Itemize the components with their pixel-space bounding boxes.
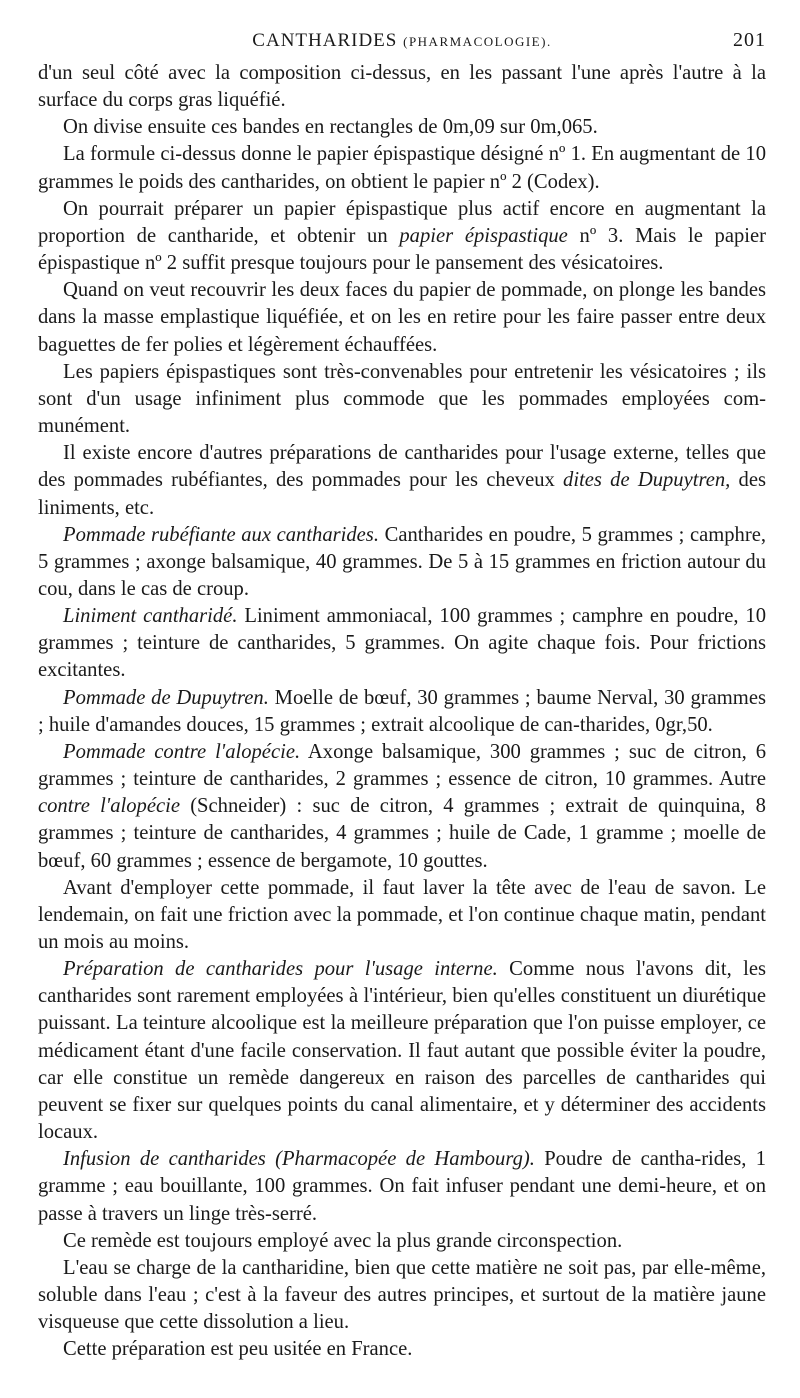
- running-title-subtitle: (PHARMACOLOGIE).: [403, 34, 552, 49]
- paragraph-dimensions: On divise ensuite ces bandes en rectangles de 0m,09 sur 0m,065.: [63, 116, 598, 139]
- paragraph-caution: Ce remède est toujours employé avec la plus grande circonspection.: [63, 1229, 623, 1252]
- paragraph-closing: Cette préparation est peu usitée en France.: [63, 1338, 413, 1361]
- recipe-title: Pommade rubéfiante aux cantharides.: [63, 523, 379, 546]
- recipe-title: Liniment cantharidé.: [63, 605, 238, 628]
- paragraph-continuation: d'un seul côté avec la composition ci-dessus, en les passant l'une après l'autre à la surface du corps gras liquéfié.: [38, 62, 766, 112]
- emphasis: contre l'alopécie: [38, 795, 180, 818]
- recipe-title: Pommade de Dupuytren.: [63, 686, 269, 709]
- emphasis: dites de Dupuytren,: [563, 469, 731, 492]
- recipe-pommade-dupuytren: Pommade de Dupuytren. Moelle de bœuf, 30 grammes ; baume Nerval, 30 grammes ; huile d'amandes douces, 15 grammes ; extrait alcoolique de can-tharides, 0gr,50.: [38, 686, 766, 736]
- section-internal-use: Préparation de cantharides pour l'usage interne. Comme nous l'avons dit, les cantharides sont rarement employées à l'intérieur, bien qu'elles constituent un diurétique puissant. La teinture alcoolique est la meilleure préparation que l'on puisse employer, ce médicament étant d'une facile conservation. Il faut autant que possible éviter la poudre, car elle constitue un remède dangereux en raison des parcelles de cantharides qui peuvent se fixer sur quelques points du canal alimentaire, et y déterminer des accidents locaux.: [38, 958, 767, 1144]
- recipe-liniment: Liniment cantharidé. Liniment ammoniacal, 100 grammes ; camphre en poudre, 10 grammes ; teinture de cantharides, 5 grammes. On agite chaque fois. Pour frictions excitantes.: [38, 605, 766, 682]
- section-title: Préparation de cantharides pour l'usage interne.: [63, 958, 498, 981]
- paragraph-cantharidine: L'eau se charge de la cantharidine, bien que cette matière ne soit pas, par elle-même, soluble dans l'eau ; c'est à la faveur des autres principes, et surtout de la matière jaune visqueuse que cette dissolution a lieu.: [38, 1256, 766, 1334]
- paragraph-double-coating: Quand on veut recouvrir les deux faces du papier de pommade, on plonge les bandes dans la masse emplastique liquéfiée, et on les en retire pour les faire passer entre deux baguettes de fer polies et légèrement échauffées.: [38, 279, 766, 356]
- recipe-pommade-rubefiante: Pommade rubéfiante aux cantharides. Cantharides en poudre, 5 grammes ; camphre, 5 grammes ; axonge balsamique, 40 grammes. De 5 à 15 grammes en friction autour du cou, dans le cas de croup.: [38, 523, 766, 600]
- paragraph-other-preparations: Il existe encore d'autres préparations de cantharides pour l'usage externe, telles que des pommades rubéfiantes, des pommades pour les cheveux dites de Dupuytren, des liniments, etc.: [38, 442, 766, 519]
- recipe-infusion: Infusion de cantharides (Pharmacopée de Hambourg). Poudre de cantha-rides, 1 gramme ; eau bouillante, 100 grammes. On fait infuser pendant une demi-heure, et on passe à travers un linge très-serré.: [38, 1148, 766, 1225]
- recipe-title: Pommade contre l'alopécie.: [63, 740, 301, 763]
- recipe-title: Infusion de cantharides (Pharmacopée de Hambourg).: [63, 1148, 535, 1171]
- emphasis: papier épispastique: [399, 224, 568, 247]
- recipe-pommade-alopecie: Pommade contre l'alopécie. Axonge balsamique, 300 grammes ; suc de citron, 6 grammes ; teinture de cantharides, 2 grammes ; essence de citron, 10 grammes. Autre contre l'alopécie (Schneider) : suc de citron, 4 grammes ; extrait de quinquina, 8 grammes ; teinture de cantharides, 4 grammes ; huile de Cade, 1 gramme ; moelle de bœuf, 60 grammes ; essence de bergamote, 10 gouttes.: [38, 740, 767, 872]
- paragraph-paper-usage: Les papiers épispastiques sont très-convenables pour entretenir les vésicatoires ; ils sont d'un usage infiniment plus commode que les pommades employées com-munément.: [38, 360, 766, 438]
- page-number: 201: [733, 29, 766, 51]
- body-text: [38, 60, 766, 1364]
- paragraph-application: Avant d'employer cette pommade, il faut laver la tête avec de l'eau de savon. Le lendemain, on fait une friction avec la pommade, et l'on continue chaque matin, pendant un mois au moins.: [38, 876, 766, 953]
- paragraph-formula-numbering: La formule ci-dessus donne le papier épispastique désigné nº 1. En augmentant de 10 grammes le poids des cantharides, on obtient le papier nº 2 (Codex).: [38, 143, 766, 193]
- running-title-main: CANTHARIDES: [252, 30, 398, 51]
- running-title: [38, 30, 766, 52]
- paragraph-stronger-paper: On pourrait préparer un papier épispastique plus actif encore en augmentant la proportion de cantharide, et obtenir un papier épispastique nº 3. Mais le papier épispastique nº 2 suffit presque toujours pour le pansement des vésicatoires.: [38, 197, 767, 275]
- running-head: [38, 26, 766, 60]
